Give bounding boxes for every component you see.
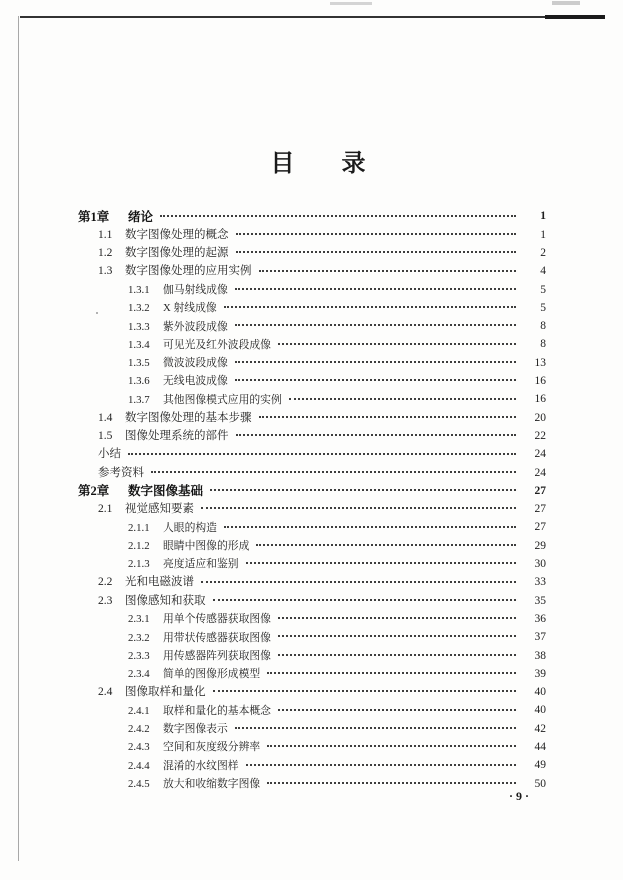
toc-entry-page: 27 — [534, 503, 546, 516]
toc-entry-number: 2.4 — [98, 686, 113, 699]
toc-entry-title: 空间和灰度级分辨率 — [163, 741, 261, 754]
toc-entry-number: 1.3.6 — [128, 375, 150, 388]
toc-entry-title: 伽马射线成像 — [163, 283, 228, 296]
toc-entry-title: 数字图像处理的基本步骤 — [125, 411, 252, 424]
toc-entry — [0, 684, 546, 702]
toc-entry-number: 2.3.3 — [128, 649, 150, 662]
toc-entry-title: 其他图像模式应用的实例 — [163, 393, 282, 406]
toc-entry — [0, 208, 546, 226]
toc-entry-page: 42 — [534, 722, 546, 735]
toc-entry-title: 亮度适应和鉴别 — [163, 558, 239, 571]
dot-leader — [267, 672, 516, 674]
toc-entry-title: 用带状传感器获取图像 — [163, 631, 271, 644]
toc-entry — [0, 428, 546, 446]
toc-entry-title: 简单的图像形成模型 — [163, 668, 261, 681]
toc-entry-page: 1 — [540, 210, 546, 223]
toc-entry-number: 1.3.7 — [128, 393, 150, 406]
toc-entry-page: 40 — [534, 686, 546, 699]
toc-entry-page: 40 — [534, 704, 546, 717]
toc-entry-number: 1.4 — [98, 411, 113, 424]
dot-leader — [278, 709, 516, 711]
toc-entry — [0, 757, 546, 775]
toc-list — [0, 208, 546, 794]
toc-entry-title: 紫外波段成像 — [163, 320, 228, 333]
toc-entry-title: 用传感器阵列获取图像 — [163, 649, 271, 662]
toc-entry — [0, 647, 546, 665]
toc-entry-title: 绪论 — [128, 209, 154, 224]
toc-entry-page: 5 — [540, 301, 546, 314]
dot-leader — [278, 635, 516, 637]
dot-leader — [236, 434, 517, 436]
dot-leader — [213, 690, 517, 692]
toc-entry-number: 2.3.2 — [128, 631, 150, 644]
toc-entry — [0, 592, 546, 610]
dot-leader — [201, 581, 516, 583]
toc-entry-number: 2.1 — [98, 503, 113, 516]
dot-leader — [246, 764, 516, 766]
toc-entry-title: 图像处理系统的部件 — [125, 429, 229, 442]
toc-entry-title: 数字图像表示 — [163, 723, 228, 736]
toc-entry-number: 2.4.2 — [128, 723, 150, 736]
toc-entry-number: 2.2 — [98, 576, 113, 589]
dot-leader — [201, 507, 516, 509]
dot-leader — [235, 727, 516, 729]
toc-entry-page: 50 — [534, 777, 546, 790]
toc-entry — [0, 482, 546, 500]
dot-leader — [224, 306, 516, 308]
dot-leader — [246, 562, 516, 564]
dot-leader — [151, 471, 516, 473]
toc-entry-number: 1.3 — [98, 265, 113, 278]
toc-entry-title: 微波波段成像 — [163, 357, 228, 370]
toc-entry-number: 1.3.1 — [128, 283, 150, 296]
toc-entry — [0, 226, 546, 244]
dot-leader — [213, 599, 517, 601]
toc-entry-number: 第2章 — [78, 484, 110, 499]
toc-entry-page: 38 — [534, 649, 546, 662]
toc-entry-page: 36 — [534, 612, 546, 625]
toc-entry-page: 29 — [534, 539, 546, 552]
toc-entry-page: 22 — [534, 429, 546, 442]
toc-entry — [0, 556, 546, 574]
toc-entry-page: 2 — [540, 246, 546, 259]
toc-entry-page: 37 — [534, 631, 546, 644]
toc-entry-number: 1.5 — [98, 429, 113, 442]
toc-entry-number: 1.2 — [98, 246, 113, 259]
toc-entry — [0, 391, 546, 409]
toc-entry — [0, 354, 546, 372]
toc-entry-page: 4 — [540, 265, 546, 278]
toc-entry — [0, 611, 546, 629]
toc-entry-title: 放大和收缩数字图像 — [163, 777, 261, 790]
toc-entry — [0, 702, 546, 720]
toc-entry — [0, 665, 546, 683]
toc-entry-title: 取样和量化的基本概念 — [163, 704, 271, 717]
toc-entry-title: 数字图像处理的起源 — [125, 246, 229, 259]
toc-entry-number: 2.3.4 — [128, 668, 150, 681]
toc-entry-page: 33 — [534, 576, 546, 589]
dot-leader — [235, 324, 516, 326]
toc-entry-number: 1.3.2 — [128, 302, 150, 315]
toc-entry-number: 2.4.3 — [128, 741, 150, 754]
toc-entry-number: 2.4.4 — [128, 759, 150, 772]
dot-leader — [235, 288, 516, 290]
dot-leader — [267, 782, 516, 784]
toc-entry-number: 1.3.3 — [128, 320, 150, 333]
toc-entry-number: 2.4.1 — [128, 704, 150, 717]
dot-leader — [256, 544, 516, 546]
dot-leader — [128, 453, 516, 455]
page-title — [0, 143, 623, 178]
toc-entry — [0, 720, 546, 738]
toc-entry — [0, 739, 546, 757]
toc-entry-number: 2.1.1 — [128, 521, 150, 534]
toc-entry-number: 2.1.3 — [128, 558, 150, 571]
dot-leader — [259, 270, 517, 272]
toc-entry-page: 27 — [534, 521, 546, 534]
toc-entry — [0, 501, 546, 519]
toc-entry-page: 16 — [534, 393, 546, 406]
toc-entry-number: 2.4.5 — [128, 777, 150, 790]
toc-entry-page: 1 — [540, 228, 546, 241]
dot-leader — [160, 215, 516, 217]
folio-page-number: · 9 · — [508, 789, 529, 803]
page-title-char-left: 目 — [270, 151, 296, 177]
dot-leader — [259, 416, 517, 418]
dot-leader — [267, 745, 516, 747]
dot-leader — [278, 654, 516, 656]
toc-entry — [0, 775, 546, 793]
toc-entry-page: 44 — [534, 741, 546, 753]
toc-entry-title: 视觉感知要素 — [125, 503, 194, 516]
toc-entry-page: 24 — [534, 466, 546, 479]
toc-entry-number: 2.3.1 — [128, 613, 150, 626]
page-title-char-right: 录 — [341, 151, 367, 177]
toc-entry — [0, 519, 546, 537]
toc-entry-title: X 射线成像 — [163, 302, 217, 315]
scan-smudge — [552, 1, 580, 5]
toc-entry-number: 1.3.4 — [128, 338, 150, 351]
scan-border-top-thick-segment — [545, 15, 605, 19]
toc-entry — [0, 373, 546, 391]
toc-entry-title: 图像感知和获取 — [125, 594, 206, 607]
dot-leader — [278, 343, 516, 345]
toc-entry-title: 无线电波成像 — [163, 375, 228, 388]
dot-leader — [235, 379, 516, 381]
toc-entry-page: 39 — [534, 667, 546, 680]
toc-entry-title: 数字图像基础 — [128, 484, 204, 499]
toc-entry — [0, 318, 546, 336]
toc-entry-number: 1.1 — [98, 228, 113, 241]
dot-leader — [278, 617, 516, 619]
toc-entry — [0, 281, 546, 299]
toc-entry-page: 13 — [534, 356, 546, 369]
toc-entry-title: 图像取样和量化 — [125, 686, 206, 699]
toc-entry-number: 1.3.5 — [128, 357, 150, 370]
toc-entry — [0, 409, 546, 427]
toc-entry-title: 人眼的构造 — [163, 521, 217, 534]
toc-entry — [0, 336, 546, 354]
toc-entry — [0, 574, 546, 592]
toc-entry-title: 数字图像处理的应用实例 — [125, 265, 252, 278]
toc-entry-title: 眼睛中图像的形成 — [163, 540, 250, 553]
toc-entry — [0, 464, 546, 482]
toc-entry-page: 24 — [534, 448, 546, 461]
scan-smudge — [330, 2, 372, 5]
toc-entry-title: 参考资料 — [98, 466, 144, 479]
toc-entry-page: 8 — [540, 338, 546, 351]
toc-entry — [0, 245, 546, 263]
toc-entry-title: 可见光及红外波段成像 — [163, 338, 271, 351]
toc-entry — [0, 446, 546, 464]
toc-entry-title: 数字图像处理的概念 — [125, 228, 229, 241]
toc-entry-page: 30 — [534, 558, 546, 571]
toc-entry-title: 光和电磁波谱 — [125, 576, 194, 589]
toc-entry — [0, 537, 546, 555]
toc-entry-title: 混淆的水纹图样 — [163, 759, 239, 772]
toc-entry-page: 27 — [534, 484, 546, 497]
dot-leader — [210, 489, 516, 491]
dot-leader — [224, 526, 516, 528]
scan-border-top — [20, 16, 605, 18]
dot-leader — [236, 233, 517, 235]
toc-entry-page: 8 — [540, 320, 546, 333]
toc-entry-number: 2.1.2 — [128, 540, 150, 553]
dot-leader — [289, 398, 516, 400]
toc-entry — [0, 629, 546, 647]
dot-leader — [235, 361, 516, 363]
toc-entry-title: 用单个传感器获取图像 — [163, 613, 271, 626]
toc-entry-page: 35 — [534, 594, 546, 607]
toc-entry — [0, 263, 546, 281]
toc-entry-page: 5 — [540, 283, 546, 296]
toc-entry-page: 20 — [534, 411, 546, 424]
toc-entry-title: 小结 — [98, 448, 121, 461]
dot-leader — [236, 251, 517, 253]
toc-entry-number: 2.3 — [98, 594, 113, 607]
toc-entry-page: 49 — [534, 759, 546, 772]
toc-entry-number: 第1章 — [78, 209, 110, 224]
toc-entry-page: 16 — [534, 375, 546, 388]
toc-entry — [0, 299, 546, 317]
